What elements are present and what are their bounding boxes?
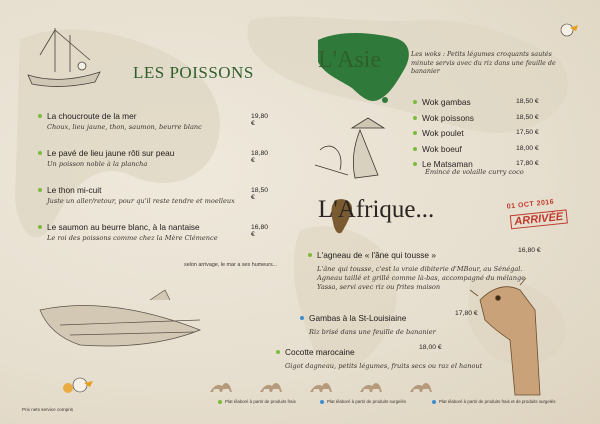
pirogues-illustration	[40, 290, 200, 346]
dish-item	[38, 111, 269, 132]
camels-silhouette	[210, 383, 432, 392]
fresh-dot-icon	[38, 225, 42, 229]
dish-price: 17,80 €	[455, 310, 478, 317]
wok-item	[413, 97, 563, 113]
dish-price: 18,80 €	[251, 150, 269, 164]
dish-name: Cocotte marocaine	[285, 347, 355, 357]
stamp-date: 01 OCT 2016	[506, 198, 555, 211]
duck-logo	[561, 24, 578, 36]
dish-name: Le thon mi-cuit	[47, 185, 102, 195]
dish-description: Gigot dagneau, petits légumes, fruits secs ou raz el hanout	[285, 362, 483, 370]
wok-price: 17,50 €	[516, 129, 539, 136]
fresh-dot-icon	[413, 116, 417, 120]
wok-name: Le Matsaman	[422, 159, 473, 169]
wok-price: 18,00 €	[516, 144, 539, 152]
legend-text: Plat élaboré à partir de produits frais	[225, 399, 296, 404]
legend-dot-icon	[432, 400, 436, 404]
wok-item	[413, 144, 563, 160]
arrivage-note: selon arrivage, le mar a ses humeurs...	[184, 262, 278, 268]
fresh-dot-icon	[413, 131, 417, 135]
section-title-asie: L'Asie	[318, 47, 381, 73]
fresh-dot-icon	[276, 350, 280, 354]
wok-price: 17,80 €	[516, 160, 539, 167]
dish-item	[308, 245, 568, 292]
fresh-dot-icon	[308, 253, 312, 257]
dish-description: Le roi des poissons comme chez la Mère Clémence	[47, 234, 218, 242]
legend-mixed	[432, 399, 555, 404]
dish-item	[38, 222, 269, 243]
dish-name: Le pavé de lieu jaune rôti sur peau	[47, 148, 175, 158]
wok-name: Wok boeuf	[422, 143, 462, 154]
dish-item	[38, 148, 269, 169]
price-footnote: Prix nets service compris	[22, 407, 74, 412]
dish-description: Juste un aller/retour, pour qu'il reste tendre et moelleux	[47, 197, 235, 205]
dish-description: Choux, lieu jaune, thon, saumon, beurre blanc	[47, 123, 202, 131]
fisherman-illustration	[315, 118, 384, 178]
wok-name: Wok gambas	[422, 97, 471, 107]
wok-item	[413, 128, 563, 144]
dish-price: 16,80 €	[518, 247, 541, 254]
dish-name: La choucroute de la mer	[47, 111, 137, 121]
wok-name: Wok poissons	[422, 112, 474, 123]
fresh-dot-icon	[38, 114, 42, 118]
fresh-dot-icon	[413, 162, 417, 166]
dish-name: Le saumon au beurre blanc, à la nantaise	[47, 222, 200, 232]
wok-price: 18,50 €	[516, 113, 539, 121]
legend-dot-icon	[320, 400, 324, 404]
dish-description: Un poisson noble à la plancha	[47, 160, 148, 168]
wok-intro-text: Les woks : Petits légumes croquants sautés minute servis avec du riz dans une feuille de bananier	[411, 50, 556, 76]
dish-price: 19,80 €	[251, 113, 269, 127]
dish-name: Gambas à la St-Louisiaine	[309, 313, 407, 323]
fresh-dot-icon	[413, 100, 417, 104]
dish-item	[300, 308, 540, 337]
arrival-stamp	[487, 179, 578, 236]
duck-mascot	[63, 378, 93, 393]
section-title-poissons: LES POISSONS	[133, 63, 254, 82]
legend-fresh	[218, 399, 296, 404]
fresh-dot-icon	[413, 147, 417, 151]
wok-price: 18,50 €	[516, 98, 539, 105]
wok-list	[413, 97, 563, 175]
dish-price: 16,80 €	[251, 224, 269, 238]
wok-item	[413, 113, 563, 129]
dish-item	[38, 185, 269, 206]
dish-description: Riz brisé dans une feuille de bananier	[309, 328, 436, 336]
dish-description: L'âne qui tousse, c'est la vraie dibiterie d'MBour, au Sénégal. Agneau taillé et grillé comme là-bas, accompagné du mélange Yassa, servi avec riz ou frites maison	[317, 265, 526, 291]
fresh-dot-icon	[38, 188, 42, 192]
legend-text: Plat élaboré à partir de produits frais et de produits surgelés	[439, 399, 556, 404]
section-title-afrique: L'Afrique...	[318, 196, 435, 223]
dish-price: 18,50 €	[251, 187, 269, 201]
legend-dot-icon	[218, 400, 222, 404]
matsaman-description: Émincé de volaille curry coco	[425, 168, 524, 176]
dish-name: L'agneau de « l'âne qui tousse »	[317, 250, 436, 260]
fresh-dot-icon	[38, 151, 42, 155]
frozen-dot-icon	[300, 316, 304, 320]
dish-price: 18,00 €	[419, 344, 442, 351]
wok-name: Wok poulet	[422, 128, 464, 138]
legend-frozen	[320, 399, 406, 404]
stamp-label: ARRIVÉE	[510, 209, 568, 229]
dish-item	[276, 342, 516, 371]
legend-text: Plat élaboré à partir de produits surgelés	[327, 399, 407, 404]
